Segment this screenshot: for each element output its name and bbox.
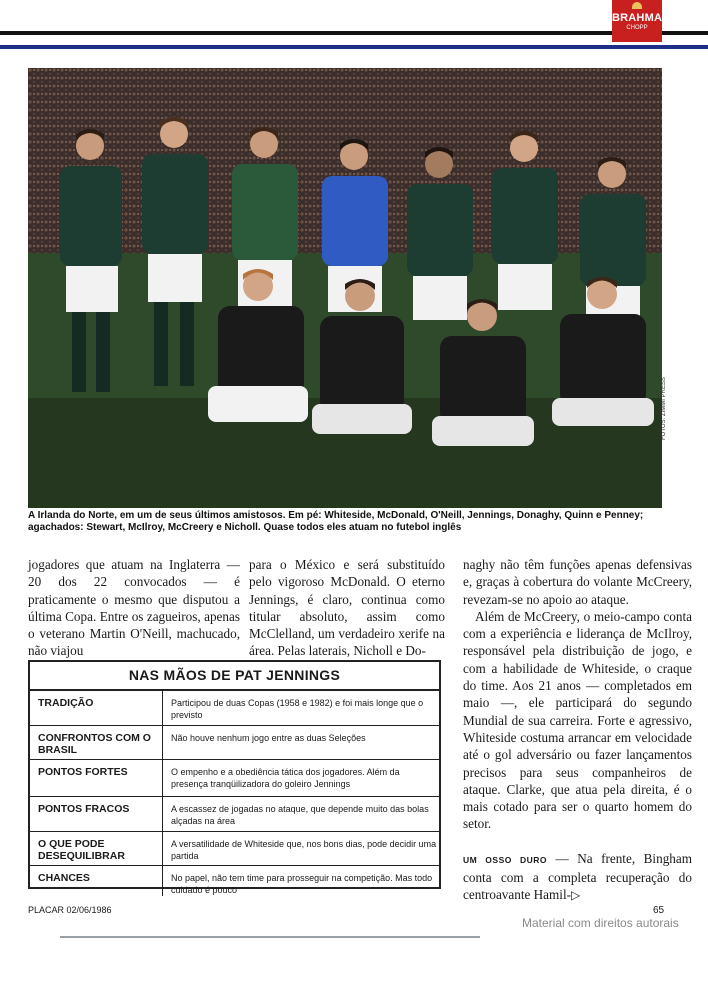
row-label: TRADIÇÃO bbox=[30, 691, 163, 725]
row-label: PONTOS FRACOS bbox=[30, 797, 163, 831]
row-label: PONTOS FORTES bbox=[30, 760, 163, 796]
photo-credit: FOTOS: ZIMMI PRESS bbox=[661, 377, 667, 440]
table-row bbox=[30, 760, 439, 797]
section-kicker: UM OSSO DURO bbox=[463, 854, 547, 865]
row-value: O empenho e a obediência tática dos jogadores. Além da presença tranqüilizadora do goleiro Jennings bbox=[171, 767, 400, 789]
top-blue-rule bbox=[0, 45, 708, 49]
team-photo bbox=[28, 68, 662, 508]
crown-icon bbox=[632, 2, 642, 9]
info-box bbox=[28, 660, 441, 895]
article-text: para o México e será substituído pelo vigoroso McDonald. O eterno Jennings, é claro, continua como titular absoluto, assim como McClelland, um verdadeiro xerife na área. Pelas laterais, Nicholl e Do- bbox=[249, 557, 445, 659]
row-value: Participou de duas Copas (1958 e 1982) e foi mais longe que o previsto bbox=[171, 698, 424, 720]
issue-footer: PLACAR 02/06/1986 bbox=[28, 905, 112, 915]
row-value: A escassez de jogadas no ataque, que depende muito das bolas alçadas na área bbox=[171, 804, 429, 826]
article-paragraph bbox=[463, 850, 692, 905]
copyright-watermark: Material com direitos autorais bbox=[522, 916, 679, 930]
row-label: O QUE PODE DESEQUILIBRAR bbox=[30, 832, 163, 865]
table-row bbox=[30, 797, 439, 832]
page-number: 65 bbox=[653, 905, 665, 916]
photo-caption: A Irlanda do Norte, em um de seus últimos amistosos. Em pé: Whiteside, McDonald, O'Neill, Jennings, Donaghy, Quinn e Penney; agachados: Stewart, McIlroy, McCreery e Nicholl. Quase todos eles atuam no futebol inglês bbox=[28, 510, 644, 533]
article-column-3 bbox=[463, 556, 692, 905]
article-text: jogadores que atuam na Inglaterra — 20 dos 22 convocados — é praticamente o mesmo que disputou a última Copa. Entre os zagueiros, apenas o veterano Martin O'Neill, machucado, não viajou bbox=[28, 557, 240, 659]
info-box-title: NAS MÃOS DE PAT JENNINGS bbox=[30, 662, 439, 691]
logo-text: BRAHMA bbox=[612, 12, 663, 24]
row-label: CHANCES bbox=[30, 866, 163, 896]
bottom-divider bbox=[60, 936, 480, 938]
row-value: No papel, não tem time para prosseguir na competição. Mas todo cuidado é pouco bbox=[171, 873, 433, 895]
table-row bbox=[30, 726, 439, 760]
row-value: A versatilidade de Whiteside que, nos bons dias, pode decidir uma partida bbox=[171, 839, 437, 861]
row-label: CONFRONTOS COM O BRASIL bbox=[30, 726, 163, 759]
row-value: Não houve nenhum jogo entre as duas Seleções bbox=[171, 733, 366, 743]
continue-arrow-icon: ▷ bbox=[571, 888, 581, 903]
article-column-2 bbox=[249, 556, 445, 660]
table-row bbox=[30, 866, 439, 896]
brahma-logo bbox=[612, 0, 662, 42]
top-black-rule bbox=[0, 31, 708, 35]
article-text: naghy não têm funções apenas defensivas e, graças à cobertura do volante McCreery, revezam-se no apoio ao ataque. bbox=[463, 557, 692, 607]
article-column-1 bbox=[28, 556, 240, 660]
article-text: — Na frente, Bingham conta com a completa recuperação do centroavante Hamil- bbox=[463, 850, 692, 903]
table-row bbox=[30, 691, 439, 726]
team-photo-illustration bbox=[28, 68, 662, 508]
article-text: Além de McCreery, o meio-campo conta com a experiência e liderança de McIlroy, responsável pela distribuição de jogo, e com a habilidade de Whiteside, o craque do time. Aos 21 anos — completados em maio —, ele participará do segundo Mundial de sua carreira. Forte e agressivo, Whiteside costuma arrancar em velocidade até o gol adversário ou fazer lançamentos precisos para seus companheiros de ataque. Clarke, que atua pela direita, é o mais cotado para ser o quarto homem do setor. bbox=[463, 608, 692, 832]
logo-subtext: CHOPP bbox=[626, 25, 648, 31]
table-row bbox=[30, 832, 439, 866]
